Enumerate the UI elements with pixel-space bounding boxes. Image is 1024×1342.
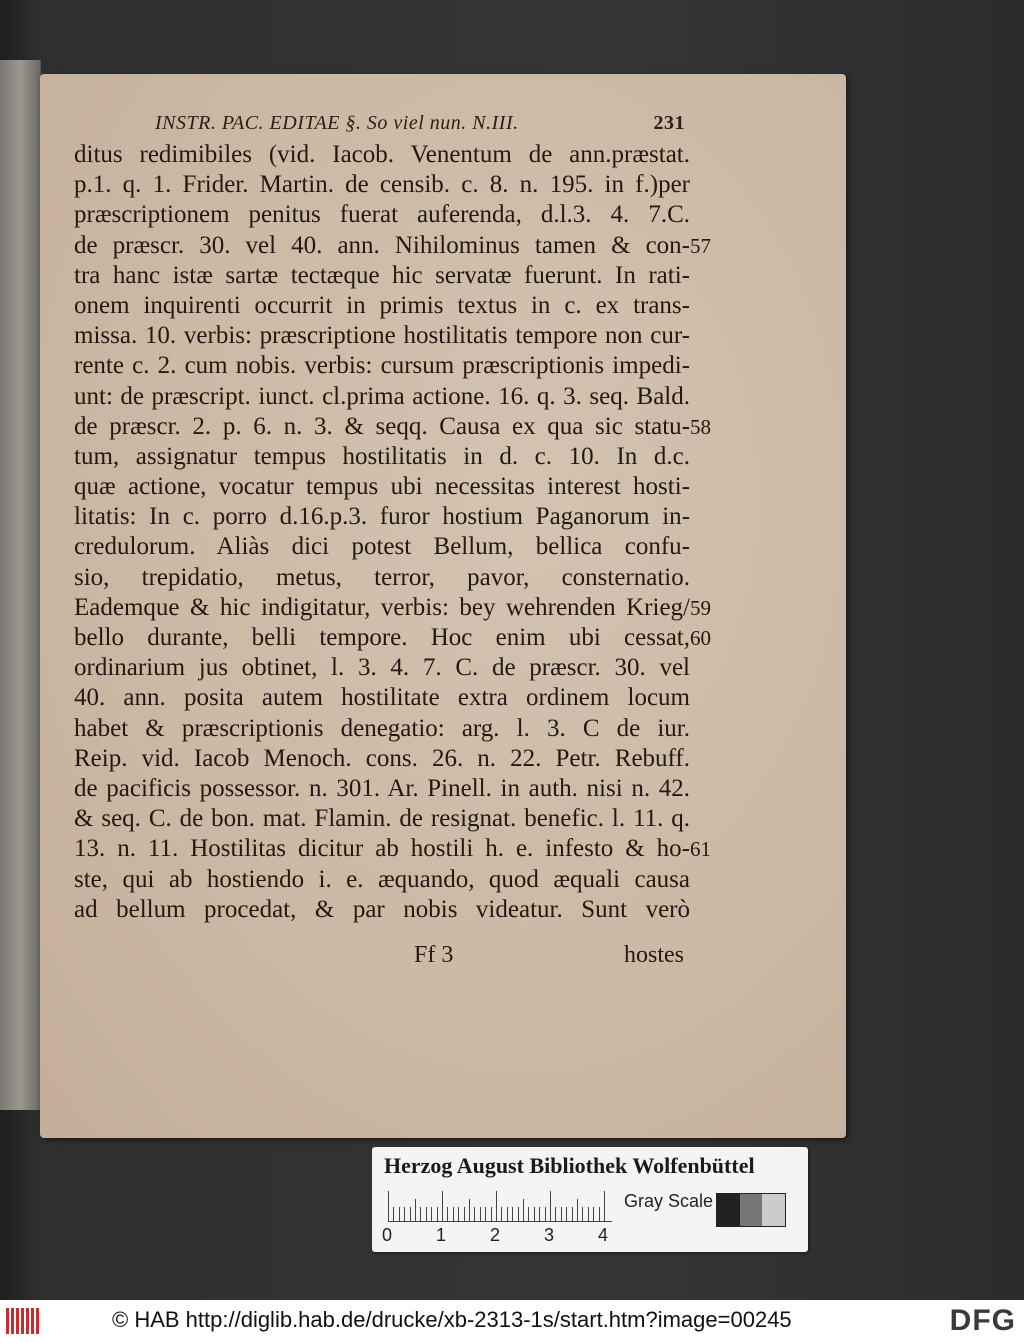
ruler-tick [491, 1207, 492, 1221]
text-line: habet & præscriptionis denegatio: arg. l. 3. C de iur. [74, 714, 690, 742]
ruler-tick [431, 1207, 432, 1221]
text-line: ordinarium jus obtinet, l. 3. 4. 7. C. de præscr. 30. vel [74, 654, 690, 682]
ruler-number: 0 [382, 1225, 393, 1245]
margin-spacer [690, 502, 730, 532]
margin-spacer [690, 744, 730, 774]
margin-number: 60 [690, 626, 711, 650]
library-name: Herzog August Bibliothek Wolfenbüttel [384, 1153, 755, 1178]
ruler-tick [566, 1207, 567, 1221]
margin-spacer [690, 683, 730, 713]
text-line: 13. n. 11. Hostilitas dicitur ab hostili h. e. infesto & ho- [74, 835, 690, 863]
ruler-tick [426, 1207, 427, 1221]
ruler-tick [399, 1207, 400, 1221]
library-color-card [372, 1147, 808, 1252]
ruler-number: 4 [598, 1225, 609, 1245]
text-line: de præscr. 30. vel 40. ann. Nihilominus tamen & con- [74, 231, 690, 259]
ruler-tick [442, 1191, 443, 1221]
text-line: Reip. vid. Iacob Menoch. cons. 26. n. 22. Petr. Rebuff. [74, 744, 690, 772]
ruler-tick [588, 1207, 589, 1221]
ruler-tick [599, 1207, 600, 1221]
ruler-tick [518, 1207, 519, 1221]
ruler-tick [474, 1207, 475, 1221]
ruler-tick [447, 1207, 448, 1221]
ruler-tick [404, 1207, 405, 1221]
logo-bar [16, 1308, 19, 1334]
text-line: litatis: In c. porro d.16.p.3. furor hostium Paganorum in- [74, 503, 690, 531]
ruler-tick [572, 1207, 573, 1221]
gray-swatch [717, 1194, 740, 1226]
ruler-tick [577, 1199, 578, 1221]
ruler-tick [388, 1191, 389, 1221]
margin-number: 61 [690, 837, 711, 862]
previous-page-edge [0, 60, 41, 1110]
text-line: & seq. C. de bon. mat. Flamin. de resignat. benefic. l. 11. q. [74, 805, 690, 833]
text-line: credulorum. Aliàs dici potest Bellum, bellica confu- [74, 533, 690, 561]
margin-number: 59 [690, 595, 711, 620]
ruler-tick [393, 1207, 394, 1221]
signature-mark: Ff 3 [414, 942, 454, 968]
hab-logo-icon [6, 1308, 40, 1334]
margin-spacer [690, 895, 730, 925]
margin-spacer [690, 351, 730, 381]
text-line: quæ actione, vocatur tempus ubi necessitas interest hosti- [74, 473, 690, 501]
text-line: rente c. 2. cum nobis. verbis: cursum præscriptionis impedi- [74, 352, 690, 380]
text-line: missa. 10. verbis: præscriptione hostilitatis tempore non cur- [74, 322, 690, 350]
margin-spacer [690, 532, 730, 562]
ruler-tick [496, 1191, 497, 1221]
ruler-tick [480, 1207, 481, 1221]
margin-spacer [690, 200, 730, 230]
ruler-tick [545, 1207, 546, 1221]
ruler-tick [593, 1207, 594, 1221]
gray-scale-swatches [716, 1193, 786, 1227]
ruler-numbers [382, 1225, 622, 1247]
margin-spacer [690, 804, 730, 834]
running-header [155, 112, 685, 136]
text-line: ditus redimibiles (vid. Iacob. Venentum de ann.præstat. [74, 141, 690, 168]
text-line: de præscr. 2. p. 6. n. 3. & seqq. Causa ex qua sic statu- [74, 412, 690, 440]
text-line: præscriptionem penitus fuerat auferenda, d.l.3. 4. 7.C. [74, 201, 690, 229]
catchword: hostes [624, 942, 684, 968]
margin-spacer [690, 291, 730, 321]
ruler-tick [415, 1199, 416, 1221]
text-line: tum, assignatur tempus hostilitatis in d. c. 10. In d.c. [74, 442, 690, 470]
ruler-tick [410, 1207, 411, 1221]
margin-spacer [690, 653, 730, 683]
ruler-tick [561, 1207, 562, 1221]
logo-bar [31, 1308, 34, 1334]
ruler-tick [507, 1207, 508, 1221]
margin-spacer [690, 774, 730, 804]
ruler-tick [534, 1207, 535, 1221]
gray-scale-label: Gray Scale [624, 1191, 714, 1211]
text-line: Eademque & hic indigitatur, verbis: bey wehrenden Krieg/ [74, 593, 690, 621]
margin-spacer [690, 170, 730, 200]
logo-bar [26, 1308, 29, 1334]
ruler-tick [539, 1207, 540, 1221]
header-title: INSTR. PAC. EDITAE §. So viel nun. N.III. [155, 112, 519, 134]
logo-bar [21, 1308, 24, 1334]
gray-swatch [762, 1194, 785, 1226]
margin-number: 58 [690, 414, 711, 439]
margin-spacer [690, 261, 730, 291]
margin-spacer [690, 472, 730, 502]
ruler-tick [464, 1207, 465, 1221]
text-line: ste, qui ab hostiendo i. e. æquando, quod æquali causa [74, 865, 690, 893]
page-number: 231 [653, 112, 685, 134]
margin-spacer [690, 321, 730, 351]
text-line: unt: de præscript. iunct. cl.prima actione. 16. q. 3. seq. Bald. [74, 382, 690, 410]
margin-number: 57 [690, 233, 711, 258]
ruler-tick [458, 1207, 459, 1221]
margin-spacer [690, 563, 730, 593]
ruler-tick [582, 1207, 583, 1221]
margin-spacer [690, 865, 730, 895]
margin-spacer [690, 382, 730, 412]
text-line: tra hanc istæ sartæ tectæque hic servatæ fuerunt. In rati- [74, 261, 690, 289]
ruler-tick [469, 1199, 470, 1221]
ruler-tick [528, 1207, 529, 1221]
margin-spacer [690, 140, 730, 170]
ruler-tick [485, 1207, 486, 1221]
ruler-number: 2 [490, 1225, 501, 1245]
body-text [74, 140, 690, 925]
margin-spacer [690, 442, 730, 472]
source-url-link[interactable]: © HAB http://diglib.hab.de/drucke/xb-2313-1s/start.htm?image=00245 [112, 1307, 792, 1332]
scale-ruler [388, 1189, 612, 1222]
text-line: 40. ann. posita autem hostilitate extra ordinem locum [74, 684, 690, 712]
ruler-tick [501, 1207, 502, 1221]
ruler-tick [523, 1199, 524, 1221]
margin-notes [690, 140, 730, 925]
text-line: sio, trepidatio, metus, terror, pavor, consternatio. [74, 563, 690, 591]
logo-bar [11, 1308, 14, 1334]
logo-bar [6, 1308, 9, 1334]
ruler-tick [437, 1207, 438, 1221]
ruler-number: 1 [436, 1225, 447, 1245]
text-line: de pacificis possessor. n. 301. Ar. Pinell. in auth. nisi n. 42. [74, 774, 690, 802]
viewer-footer-bar [0, 1300, 1024, 1342]
text-line: bello durante, belli tempore. Hoc enim ubi cessat, [74, 624, 690, 651]
ruler-tick [512, 1207, 513, 1221]
text-line: ad bellum procedat, & par nobis videatur. Sunt verò [74, 895, 690, 923]
page-footer [74, 942, 690, 972]
text-line: onem inquirenti occurrit in primis textus in c. ex trans- [74, 291, 690, 319]
ruler-number: 3 [544, 1225, 555, 1245]
text-line: p.1. q. 1. Frider. Martin. de censib. c. 8. n. 195. in f.)per [74, 171, 690, 199]
margin-spacer [690, 714, 730, 744]
gray-swatch [740, 1194, 763, 1226]
ruler-tick [550, 1191, 551, 1221]
ruler-tick [453, 1207, 454, 1221]
logo-bar [36, 1308, 39, 1334]
ruler-tick [420, 1207, 421, 1221]
ruler-tick [604, 1191, 605, 1221]
dfg-logo: DFG [949, 1304, 1016, 1337]
ruler-tick [555, 1207, 556, 1221]
